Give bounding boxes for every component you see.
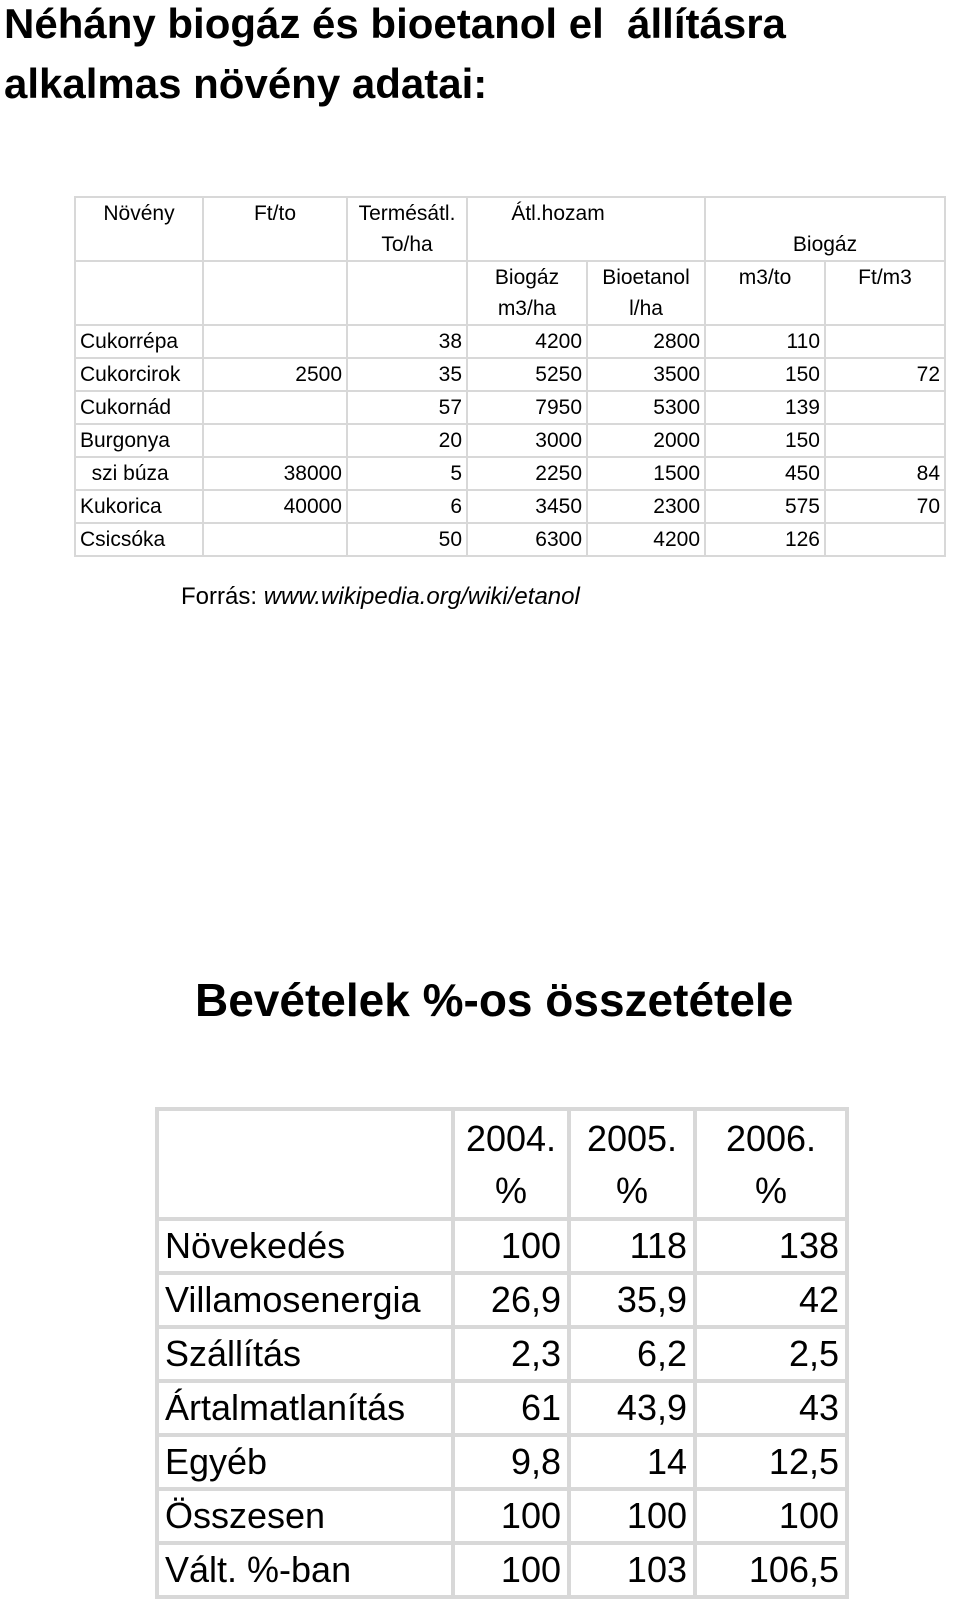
cell-v2006: 106,5 bbox=[695, 1543, 847, 1597]
header-termes-line1: Termésátl. bbox=[358, 202, 456, 225]
cell-biogaz: 3450 bbox=[467, 490, 587, 523]
plant-data-table bbox=[74, 196, 946, 557]
cell-m3to: 126 bbox=[705, 523, 825, 556]
header-2006-year: 2006. bbox=[725, 1118, 817, 1159]
cell-ftto: 38000 bbox=[203, 457, 347, 490]
cell-bioetanol: 2800 bbox=[587, 325, 705, 358]
revenue-composition-table bbox=[155, 1107, 849, 1599]
table-row bbox=[75, 523, 945, 556]
header-hozam bbox=[467, 197, 705, 261]
source-url: www.wikipedia.org/wiki/etanol bbox=[263, 583, 580, 610]
table-row bbox=[157, 1489, 847, 1543]
header-bioetanol-sub bbox=[587, 261, 705, 325]
cell-v2005: 14 bbox=[569, 1435, 695, 1489]
cell-v2004: 26,9 bbox=[453, 1273, 569, 1327]
section-subtitle-text: Bevételek %-os összetétele bbox=[195, 974, 794, 1026]
cell-v2006: 12,5 bbox=[695, 1435, 847, 1489]
cell-termes: 57 bbox=[347, 391, 467, 424]
cell-v2004: 100 bbox=[453, 1219, 569, 1273]
cell-biogaz: 6300 bbox=[467, 523, 587, 556]
cell-name: szi búza bbox=[75, 457, 203, 490]
cell-termes: 5 bbox=[347, 457, 467, 490]
table-row bbox=[157, 1219, 847, 1273]
table1-header-row-1 bbox=[75, 197, 945, 261]
cell-label: Villamosenergia bbox=[157, 1273, 453, 1327]
header-2004-unit: % bbox=[494, 1170, 527, 1211]
header-biogaz-group bbox=[705, 197, 945, 261]
header-noveny-label: Növény bbox=[103, 202, 175, 225]
cell-name: Csicsóka bbox=[75, 523, 203, 556]
cell-label: Vált. %-ban bbox=[157, 1543, 453, 1597]
cell-ftm3: 70 bbox=[825, 490, 945, 523]
cell-v2006: 100 bbox=[695, 1489, 847, 1543]
table2-header-2004 bbox=[453, 1109, 569, 1219]
header-bioetanol-sub-line1: Bioetanol bbox=[602, 266, 690, 289]
cell-label: Növekedés bbox=[157, 1219, 453, 1273]
header-m3to-label: m3/to bbox=[738, 266, 792, 289]
cell-m3to: 575 bbox=[705, 490, 825, 523]
header-empty-3 bbox=[347, 261, 467, 325]
cell-label: Egyéb bbox=[157, 1435, 453, 1489]
source-note bbox=[181, 580, 580, 614]
table2-header-row bbox=[157, 1109, 847, 1219]
cell-biogaz: 7950 bbox=[467, 391, 587, 424]
header-2004-year: 2004. bbox=[465, 1118, 557, 1159]
header-hozam-label: Átl.hozam bbox=[511, 202, 605, 225]
table2-header-2005 bbox=[569, 1109, 695, 1219]
cell-biogaz: 3000 bbox=[467, 424, 587, 457]
header-biogaz-sub-line2: m3/ha bbox=[497, 297, 557, 320]
page-title-text: Néhány biogáz és bioetanol el állításra alkalmas növény adatai: bbox=[4, 0, 798, 107]
cell-v2005: 35,9 bbox=[569, 1273, 695, 1327]
table-row bbox=[157, 1435, 847, 1489]
cell-v2005: 43,9 bbox=[569, 1381, 695, 1435]
cell-name: Burgonya bbox=[75, 424, 203, 457]
cell-biogaz: 5250 bbox=[467, 358, 587, 391]
cell-ftto: 2500 bbox=[203, 358, 347, 391]
cell-ftm3 bbox=[825, 424, 945, 457]
page-title bbox=[4, 0, 954, 114]
table-row bbox=[75, 391, 945, 424]
table2-header-empty bbox=[157, 1109, 453, 1219]
cell-name: Cukorcirok bbox=[75, 358, 203, 391]
cell-m3to: 150 bbox=[705, 424, 825, 457]
cell-name: Cukornád bbox=[75, 391, 203, 424]
cell-termes: 50 bbox=[347, 523, 467, 556]
cell-termes: 38 bbox=[347, 325, 467, 358]
cell-m3to: 450 bbox=[705, 457, 825, 490]
cell-bioetanol: 2000 bbox=[587, 424, 705, 457]
cell-label: Ártalmatlanítás bbox=[157, 1381, 453, 1435]
cell-biogaz: 2250 bbox=[467, 457, 587, 490]
header-biogaz-group-label: Biogáz bbox=[792, 233, 858, 256]
header-m3to bbox=[705, 261, 825, 325]
header-empty-1 bbox=[75, 261, 203, 325]
table-row bbox=[75, 490, 945, 523]
cell-ftto bbox=[203, 325, 347, 358]
cell-v2004: 100 bbox=[453, 1543, 569, 1597]
cell-v2005: 6,2 bbox=[569, 1327, 695, 1381]
cell-v2005: 103 bbox=[569, 1543, 695, 1597]
header-2006-unit: % bbox=[754, 1170, 787, 1211]
header-2005-unit: % bbox=[615, 1170, 648, 1211]
header-2005-year: 2005. bbox=[586, 1118, 678, 1159]
cell-ftm3 bbox=[825, 325, 945, 358]
header-empty-2 bbox=[203, 261, 347, 325]
cell-ftm3 bbox=[825, 391, 945, 424]
header-biogaz-sub bbox=[467, 261, 587, 325]
cell-biogaz: 4200 bbox=[467, 325, 587, 358]
header-ftto bbox=[203, 197, 347, 261]
cell-v2005: 118 bbox=[569, 1219, 695, 1273]
table-row bbox=[75, 424, 945, 457]
cell-v2006: 42 bbox=[695, 1273, 847, 1327]
table1-header-row-2 bbox=[75, 261, 945, 325]
source-label: Forrás: bbox=[181, 583, 258, 610]
cell-bioetanol: 4200 bbox=[587, 523, 705, 556]
header-termes-line2: To/ha bbox=[381, 233, 433, 256]
cell-v2004: 61 bbox=[453, 1381, 569, 1435]
cell-ftm3: 84 bbox=[825, 457, 945, 490]
cell-bioetanol: 3500 bbox=[587, 358, 705, 391]
cell-ftto bbox=[203, 523, 347, 556]
cell-termes: 20 bbox=[347, 424, 467, 457]
cell-label: Összesen bbox=[157, 1489, 453, 1543]
cell-v2004: 2,3 bbox=[453, 1327, 569, 1381]
header-ftto-label: Ft/to bbox=[253, 202, 296, 225]
table-row bbox=[157, 1543, 847, 1597]
header-biogaz-sub-line1: Biogáz bbox=[494, 266, 560, 289]
cell-bioetanol: 5300 bbox=[587, 391, 705, 424]
cell-m3to: 110 bbox=[705, 325, 825, 358]
cell-termes: 35 bbox=[347, 358, 467, 391]
header-termes bbox=[347, 197, 467, 261]
header-noveny bbox=[75, 197, 203, 261]
table2-header-2006 bbox=[695, 1109, 847, 1219]
cell-v2006: 43 bbox=[695, 1381, 847, 1435]
table-row bbox=[157, 1381, 847, 1435]
header-ftm3-label: Ft/m3 bbox=[858, 266, 912, 289]
table-row bbox=[75, 325, 945, 358]
table2-body bbox=[157, 1219, 847, 1597]
cell-bioetanol: 2300 bbox=[587, 490, 705, 523]
table-row bbox=[157, 1273, 847, 1327]
cell-ftm3 bbox=[825, 523, 945, 556]
header-bioetanol-sub-line2: l/ha bbox=[629, 297, 663, 320]
cell-ftto bbox=[203, 424, 347, 457]
cell-v2004: 9,8 bbox=[453, 1435, 569, 1489]
header-ftm3 bbox=[825, 261, 945, 325]
section-subtitle bbox=[195, 972, 793, 1028]
cell-label: Szállítás bbox=[157, 1327, 453, 1381]
cell-m3to: 139 bbox=[705, 391, 825, 424]
cell-v2005: 100 bbox=[569, 1489, 695, 1543]
cell-ftm3: 72 bbox=[825, 358, 945, 391]
cell-termes: 6 bbox=[347, 490, 467, 523]
cell-m3to: 150 bbox=[705, 358, 825, 391]
cell-ftto bbox=[203, 391, 347, 424]
table-row bbox=[75, 358, 945, 391]
cell-ftto: 40000 bbox=[203, 490, 347, 523]
cell-name: Cukorrépa bbox=[75, 325, 203, 358]
table-row bbox=[75, 457, 945, 490]
table-row bbox=[157, 1327, 847, 1381]
table1-body bbox=[75, 325, 945, 556]
cell-v2004: 100 bbox=[453, 1489, 569, 1543]
cell-name: Kukorica bbox=[75, 490, 203, 523]
cell-v2006: 2,5 bbox=[695, 1327, 847, 1381]
cell-bioetanol: 1500 bbox=[587, 457, 705, 490]
cell-v2006: 138 bbox=[695, 1219, 847, 1273]
